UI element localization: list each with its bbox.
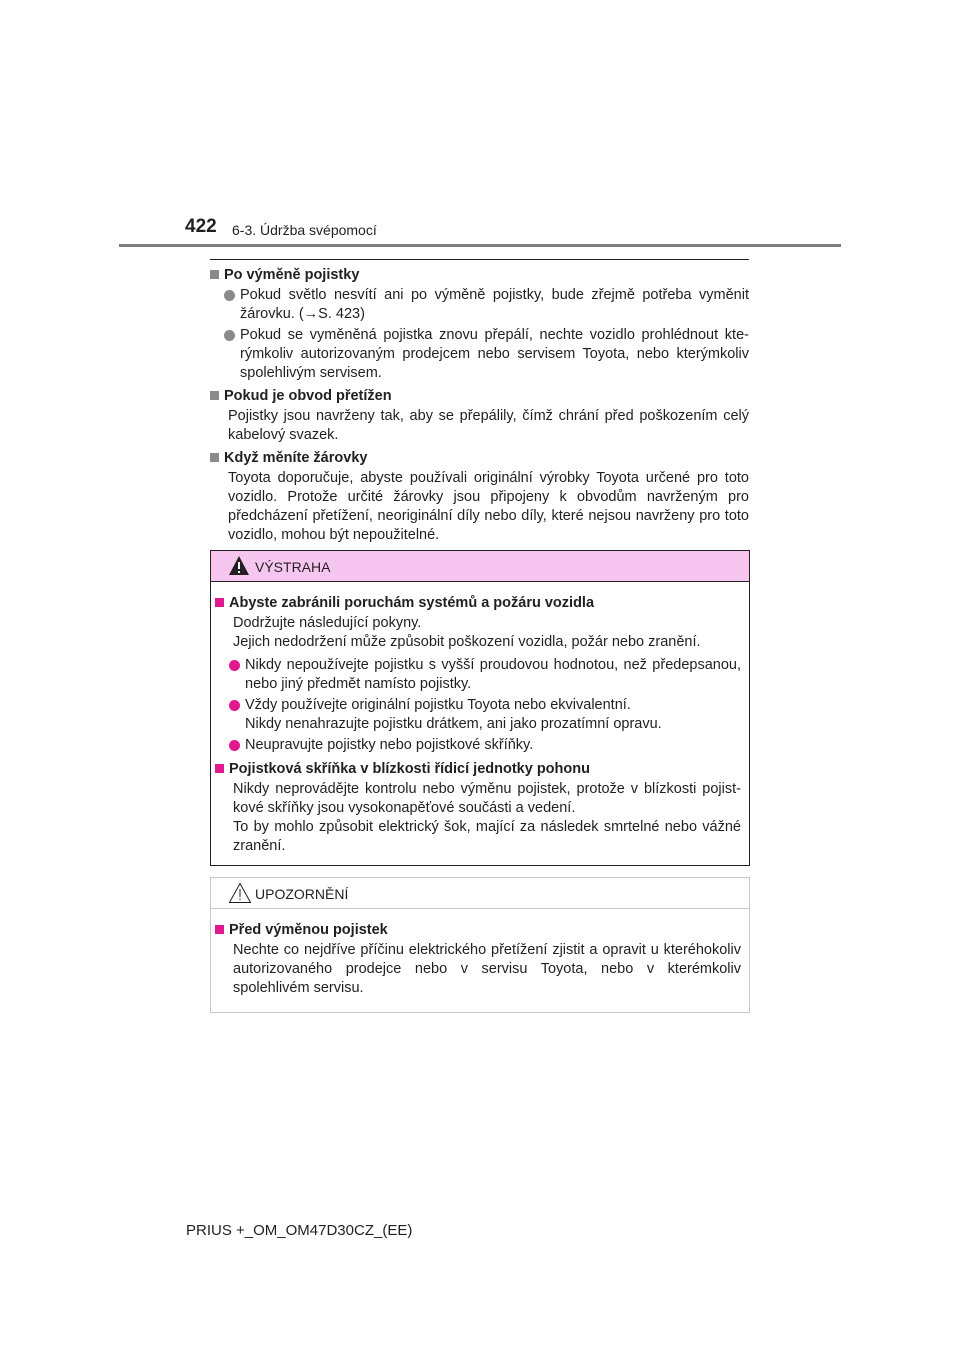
section-after-fuse-replacement xyxy=(210,266,749,383)
section-text: Pojistky jsou navrženy tak, aby se přepálily, čímž chrání před poškozením celý kabelový svazek. xyxy=(228,408,749,443)
caution-header xyxy=(211,878,749,909)
square-bullet-icon xyxy=(215,764,224,773)
main-content xyxy=(210,266,749,549)
caution-label: UPOZORNĚNÍ xyxy=(255,886,349,902)
warning-body xyxy=(211,582,749,856)
warning-triangle-icon xyxy=(228,555,250,577)
section-heading: Pokud je obvod přetížen xyxy=(210,387,749,406)
section-text: Toyota doporučuje, abyste používali originální výrobky Toyota určené pro toto vozidlo. Protože určité žárovky jsou připojeny k obvodům navrženým pro předcházení přetížení, neoriginální díly nebo díly, které nejsou navrženy pro toto vozidlo, mohou být nepoužitelné. xyxy=(228,470,749,543)
list-item: Pokud se vyměněná pojistka znovu přepálí, nechte vozidlo prohlédnout kterýmkoliv autorizovaným prodejcem nebo servisem Toyota, nebo kterýmkoliv spolehlivým servisem. xyxy=(210,326,749,383)
list-item: Vždy používejte originální pojistku Toyota nebo ekvivalentní. xyxy=(215,696,741,715)
circle-bullet-icon xyxy=(224,330,235,341)
section-heading: Když měníte žárovky xyxy=(210,449,749,468)
square-bullet-icon xyxy=(215,925,224,934)
circle-bullet-icon xyxy=(229,740,240,751)
circle-bullet-icon xyxy=(229,660,240,671)
section-heading: Po výměně pojistky xyxy=(210,266,749,285)
section-replacing-bulbs xyxy=(210,449,749,545)
square-bullet-icon xyxy=(210,270,219,279)
warning-header xyxy=(211,551,749,582)
section-circuit-overload xyxy=(210,387,749,445)
caution-text: Nechte co nejdříve příčinu elektrického přetížení zjistit a opravit u kteréhokoliv autorizovaného prodejce nebo v servisu Toyota, nebo v kterémkoliv spolehlivém servisu. xyxy=(233,942,741,996)
caution-box xyxy=(210,877,750,1013)
square-bullet-icon xyxy=(215,598,224,607)
page-number: 422 xyxy=(185,216,217,237)
caution-triangle-icon xyxy=(228,882,252,904)
warning-text: To by mohlo způsobit elektrický šok, mající za následek smrtelné nebo vážné zranění. xyxy=(233,819,741,854)
warning-text: Jejich nedodržení může způsobit poškození vozidla, požár nebo zranění. xyxy=(233,634,701,650)
warning-heading: Abyste zabránili poruchám systémů a požáru vozidla xyxy=(215,594,741,613)
warning-label: VÝSTRAHA xyxy=(255,559,331,575)
circle-bullet-icon xyxy=(229,700,240,711)
list-item: Pokud světlo nesvítí ani po výměně pojistky, bude zřejmě potřeba vyměnit žárovku. (→S. 423) xyxy=(210,286,749,324)
caution-body xyxy=(211,909,749,998)
section-title: 6-3. Údržba svépomocí xyxy=(232,222,377,238)
square-bullet-icon xyxy=(210,453,219,462)
warning-box xyxy=(210,550,750,866)
list-item: Nikdy nepoužívejte pojistku s vyšší proudovou hodnotou, než předepsanou, nebo jiný předmět namísto pojistky. xyxy=(215,656,741,694)
warning-heading: Pojistková skříňka v blízkosti řídicí jednotky pohonu xyxy=(215,760,741,779)
warning-text: Nikdy neprovádějte kontrolu nebo výměnu pojistek, protože v blízkosti pojistkové skříňky jsou vysokonapěťové součásti a vedení. xyxy=(233,781,741,816)
list-item: Neupravujte pojistky nebo pojistkové skříňky. xyxy=(215,736,741,755)
list-item-continuation: Nikdy nenahrazujte pojistku drátkem, ani jako prozatímní opravu. xyxy=(245,716,662,732)
caution-heading: Před výměnou pojistek xyxy=(215,921,741,940)
header-rule xyxy=(119,244,841,247)
square-bullet-icon xyxy=(210,391,219,400)
content-rule xyxy=(210,259,749,260)
document-footer: PRIUS +_OM_OM47D30CZ_(EE) xyxy=(186,1222,413,1239)
circle-bullet-icon xyxy=(224,290,235,301)
warning-text: Dodržujte následující pokyny. xyxy=(233,615,422,631)
